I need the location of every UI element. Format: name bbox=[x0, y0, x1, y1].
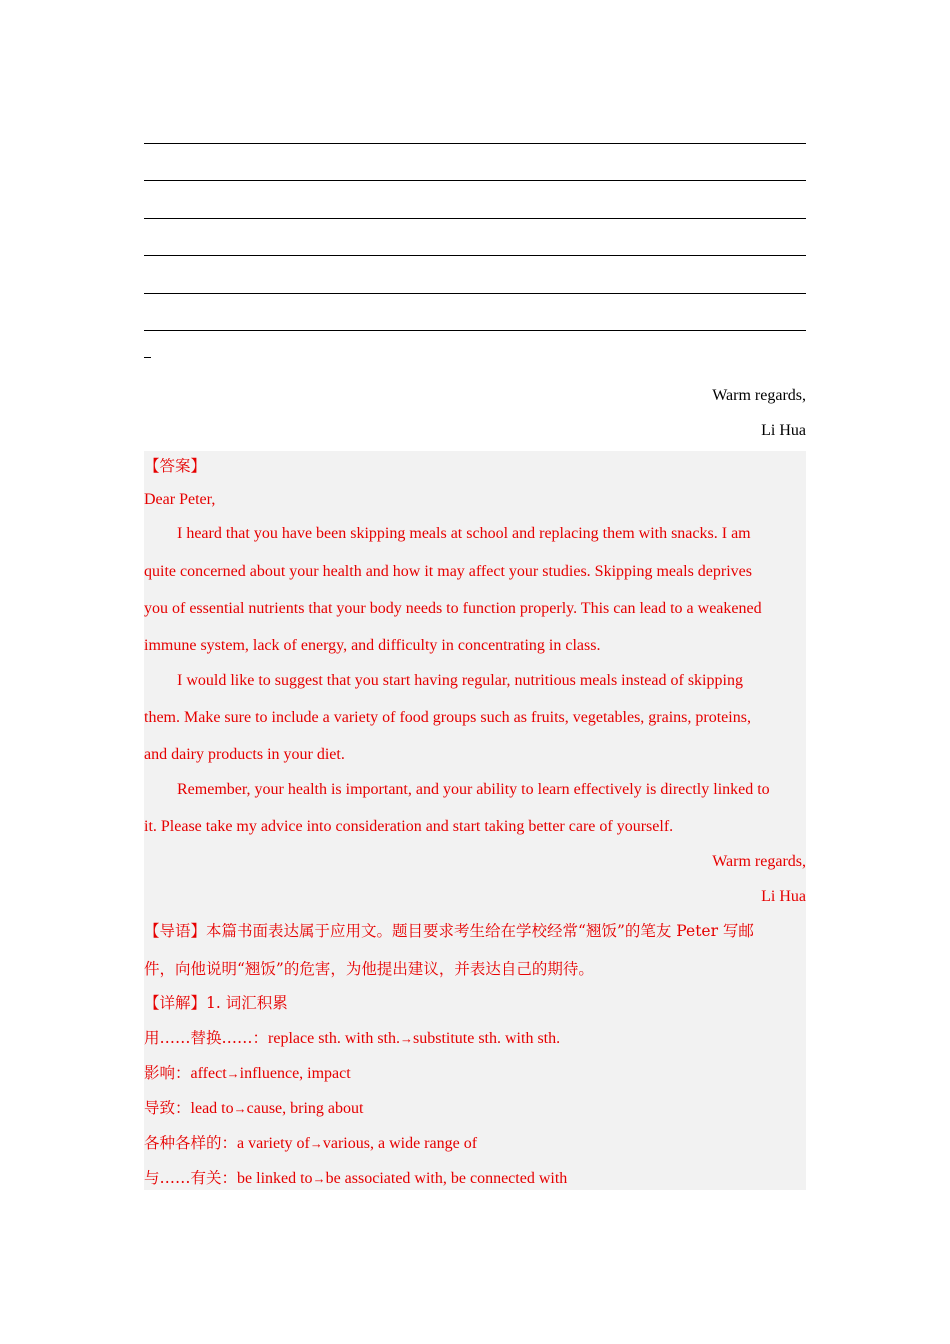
writing-line[interactable] bbox=[144, 180, 806, 181]
paragraph-2-line: them. Make sure to include a variety of food groups such as fruits, vegetables, grains, proteins, bbox=[144, 709, 751, 726]
writing-line[interactable] bbox=[144, 255, 806, 256]
arrow-icon: → bbox=[233, 1101, 247, 1116]
arrow-icon: → bbox=[312, 1171, 326, 1186]
guide-label: 【导语】 bbox=[144, 922, 207, 940]
vocab-en: be linked to bbox=[237, 1170, 313, 1187]
vocab-cn: 影响： bbox=[144, 1064, 191, 1082]
detail-label: 【详解】 bbox=[144, 994, 207, 1012]
arrow-icon: → bbox=[309, 1136, 323, 1151]
writing-line[interactable] bbox=[144, 293, 806, 294]
writing-line[interactable] bbox=[144, 218, 806, 219]
writing-line[interactable] bbox=[144, 330, 806, 331]
vocab-item bbox=[144, 1133, 806, 1154]
paragraph-1-line: I heard that you have been skipping meals at school and replacing them with snacks. I am bbox=[177, 525, 751, 542]
vocab-en: lead to bbox=[190, 1100, 234, 1117]
vocab-cn: 各种各样的： bbox=[144, 1134, 238, 1152]
guide-line-1 bbox=[144, 921, 806, 941]
top-closing-name: Li Hua bbox=[761, 422, 806, 439]
vocab-en: replace sth. with sth. bbox=[268, 1030, 400, 1047]
answer-closing-name: Li Hua bbox=[761, 888, 806, 905]
vocab-en: a variety of bbox=[237, 1135, 310, 1152]
paragraph-2-line: and dairy products in your diet. bbox=[144, 746, 345, 763]
detail-heading bbox=[144, 993, 806, 1013]
vocab-synonyms: substitute sth. with sth. bbox=[412, 1030, 561, 1047]
vocab-item bbox=[144, 1168, 806, 1189]
vocab-item bbox=[144, 1063, 806, 1084]
answer-label: 【答案】 bbox=[144, 457, 207, 475]
vocab-synonyms: be associated with, be connected with bbox=[325, 1170, 568, 1187]
detail-heading-text: 1. 词汇积累 bbox=[206, 994, 288, 1012]
guide-text: 本篇书面表达属于应用文。题目要求考生给在学校经常“翘饭”的笔友 Peter 写邮 bbox=[206, 922, 754, 940]
vocab-item bbox=[144, 1028, 806, 1049]
answer-closing-regards: Warm regards, bbox=[712, 853, 806, 870]
writing-line-end bbox=[144, 357, 151, 358]
vocab-en: affect bbox=[190, 1065, 227, 1082]
paragraph-1-line: immune system, lack of energy, and difficulty in concentrating in class. bbox=[144, 637, 601, 654]
vocab-synonyms: influence, impact bbox=[239, 1065, 351, 1082]
arrow-icon: → bbox=[226, 1066, 240, 1081]
arrow-icon: → bbox=[399, 1031, 413, 1046]
top-closing-regards: Warm regards, bbox=[712, 387, 806, 404]
vocab-synonyms: cause, bring about bbox=[246, 1100, 364, 1117]
writing-line[interactable] bbox=[144, 143, 806, 144]
salutation: Dear Peter, bbox=[144, 491, 216, 508]
paragraph-1-line: quite concerned about your health and how it may affect your studies. Skipping meals deprives bbox=[144, 563, 752, 580]
paragraph-3-line: it. Please take my advice into consideration and start taking better care of yourself. bbox=[144, 818, 674, 835]
guide-line-2: 件，向他说明“翘饭”的危害，为他提出建议，并表达自己的期待。 bbox=[144, 960, 594, 978]
vocab-cn: 与……有关： bbox=[144, 1169, 238, 1187]
vocab-cn: 导致： bbox=[144, 1099, 191, 1117]
paragraph-3-line: Remember, your health is important, and your ability to learn effectively is directly linked to bbox=[177, 781, 770, 798]
vocab-synonyms: various, a wide range of bbox=[322, 1135, 478, 1152]
paragraph-1-line: you of essential nutrients that your body needs to function properly. This can lead to a weakened bbox=[144, 600, 762, 617]
vocab-item bbox=[144, 1098, 806, 1119]
vocab-cn: 用……替换……： bbox=[144, 1029, 269, 1047]
paragraph-2-line: I would like to suggest that you start having regular, nutritious meals instead of skipping bbox=[177, 672, 743, 689]
